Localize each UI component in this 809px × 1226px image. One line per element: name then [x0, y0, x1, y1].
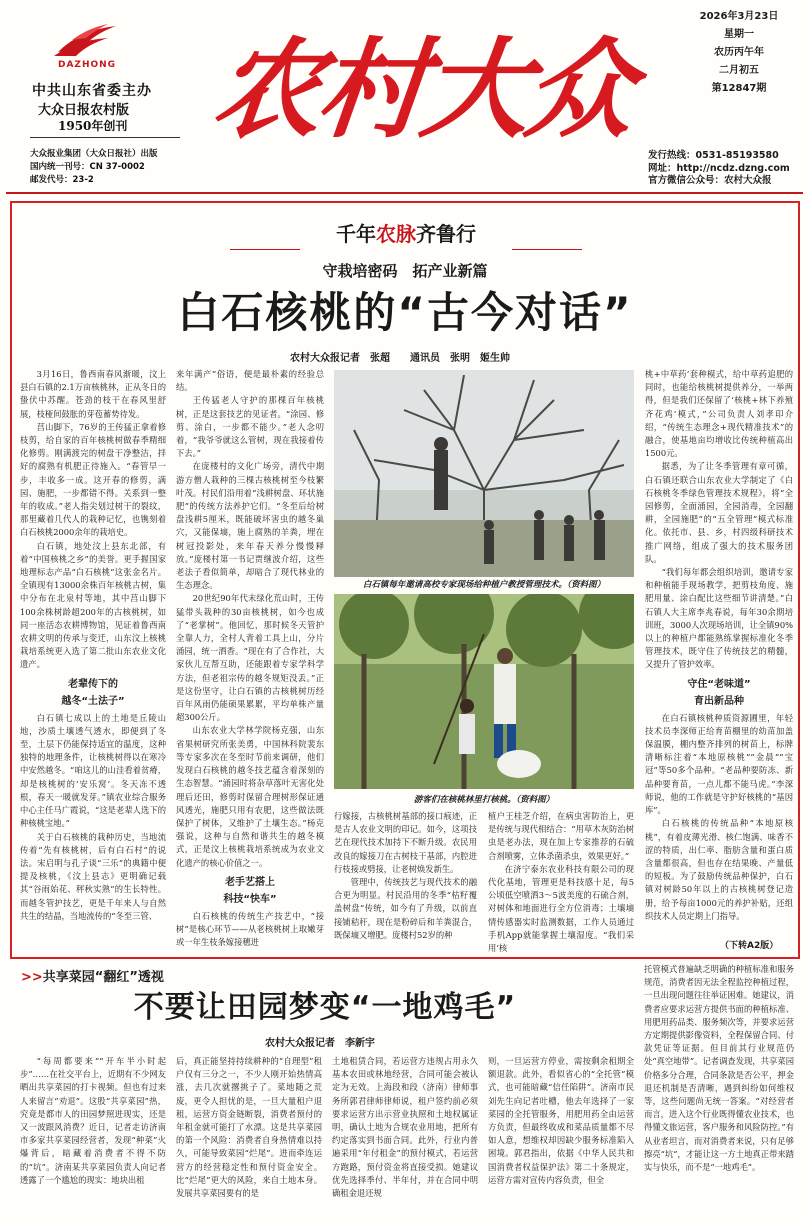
subheading	[645, 676, 793, 710]
photo-harvesting-walnuts-image	[334, 594, 634, 789]
subheading	[176, 874, 324, 908]
tag-line-left	[230, 249, 300, 250]
paragraph: 在庞楼村的文化广场旁，清代中期游方僧人栽种的三棵古核桃树至今枝繁叶茂。村民们沿用着“浅耕树盘、环状施肥”的传统方法养护它们。“冬至后给树盘浅耕5厘米，既能破坏害虫的越冬巢穴，又能保墒，施上腐熟的羊粪，埋在树冠投影处，来年春天养分慢慢释放。”庞楼村第一书记贾继波介绍，这些老法子看似简单，却暗合了现代林业的生态理念。	[176, 461, 324, 591]
paragraph: 王传猛老人守护的那棵百年核桃树，正是这套技艺的见证者。“涂园、修剪、涂白，一步都不能少。”老人念叨着，“我爷爷就这么管树，现在我接着传下去。”	[176, 395, 324, 459]
dazhong-logo-icon	[50, 22, 124, 58]
founded-line: 1950年创刊	[58, 119, 128, 133]
column-tag-a: 千年	[336, 222, 376, 246]
paragraph: 来年满产”俗语，便是最朴素的经验总结。	[176, 369, 324, 393]
lunar-day: 二月初五	[719, 65, 759, 76]
second-column-5	[644, 963, 794, 1223]
lunar-year: 农历丙午年	[714, 47, 764, 58]
section-tag-label: 共享菜园“翻红”透视	[42, 970, 164, 985]
caption-photo-2: 游客们在核桃林里打核桃。（资料图）	[413, 795, 555, 805]
photo-pruning-training	[334, 370, 634, 577]
paragraph: 土地租赁合同，若运营方违规占用永久基本农田或林地经营，合同可能会被认定为无效。上海段和段（济南）律师事务所郭君律师律师说，租户签约前必须要求运营方出示营业执照和土地权属证明，确认土地为合规农业用地，把所有约定落实到书面合同。此外，行业内普遍采用“年付租金”的预付模式，若运营方跑路，预付资金将直接受损。她建议优先选择季付、半年付，并在合同中明确租金退还规	[332, 1056, 478, 1199]
issue-date: 2026年3月23日	[699, 11, 779, 22]
paragraph: 管理中，传统技艺与现代技术的融合更为明显。村民沿用的冬季“枯籽覆盖树盘”传统，如今有了升级，以前直接铺秸秆，现在是粉碎后和羊粪混合，既保墒又增肥。庞楼村52岁的种	[334, 877, 477, 940]
photo-harvesting-walnuts	[334, 594, 634, 789]
feature-kicker: 守栽培密码 拓产业新篇	[322, 262, 488, 280]
continued-link[interactable]: （下转A2版）	[720, 941, 779, 951]
feature-column-3	[334, 810, 477, 953]
paragraph: 植户王桂芝介绍，在病虫害防治上，更是传统与现代相结合：“用草木灰防治树虫是老办法，现在加上专家推荐的石硫合剂喷雾，立体杀菌杀虫，效果更好。”	[488, 811, 634, 861]
paragraph: 在白石镇核桃种质资源圃里，年轻技术员李深师正给育苗棚里的幼苗加盖保温膜，棚内整齐排列的树苗上，标牌清晰标注着“本地原核桃”“金晨”“宝冠”等50多个品种。“老品种要防冻、新品种要育苗，一点儿都不能马虎。”李深师说，他的工作就是守护好核桃的“基因库”。	[645, 712, 793, 816]
column-tag-c: 齐鲁行	[416, 222, 476, 246]
paragraph: 后，真正能坚持持续耕种的“自理型”租户仅有三分之一，不少人刚开始热情高涨，去几次就撂挑子了。菜地随之荒废，更令人担忧的是，一旦大量租户退租，运营方资金链断裂，消费者预付的年租金就可能打了水漂。这是共享菜园的第一个风险：消费者自身热情难以持久，可能导致菜园“烂尾”。进而牵连运营方的经营稳定性和预付资金安全。比“烂尾”更大的风险，来自土地本身。发展共享菜园要有的是	[176, 1056, 322, 1199]
paragraph: 关于白石核桃的栽种历史，当地流传着“先有核桃树，后有白石村”的说法。宋启明与孔子谈“三乐”的典籍中便提及核桃，《汶上县志》更明确记载其“谷雨始花、秤秋实熟”的生长特性。而越冬管护技艺，更是千年来人与自然共生的结晶，当地流传的“冬至三管、	[20, 831, 166, 921]
photo-pruning-training-image	[334, 370, 634, 577]
paragraph: 莒山脚下，76岁的王传猛正拿着修枝剪，给自家的百年核桃树做春季精细化修剪。刚满渡完的树盘干净整洁，拌好的腐熟有机肥正待施入。“春管早一步，丰收多一成。这开春的修剪，满园、施肥，一步都错不得。关系到一整年的收成。”老人指尖划过树干的裂纹，那里藏着几代人的栽种记忆，也镌刻着白石核桃2000余年的栽培史。	[20, 421, 166, 538]
issue-number: 第12847期	[711, 83, 767, 94]
date-box	[684, 8, 794, 98]
paragraph: 白石镇七成以上的土地是丘陵山地，沙质土壤透气透水，即便到了冬至，土层下仍能保持适宜的温度，这种独特的地理条件，让核桃树得以在寒冷中安然越冬。“咱这儿的山洼看着贫瘠，却是核桃树的‘安乐窝’。冬天冻不透根，春天一暖就发芽。”镇农业综合服务中心主任马广霞说，“这是老辈人选下的种核桃宝地。”	[20, 712, 166, 829]
paragraph: 20世纪90年代末绿化荒山时，王传猛带头栽种的30亩核桃树，如今也成了“老掌树”。他回忆，那时候冬天管护全靠人力，全村人背着工具上山，分片涌园，统一洒香。“现在有了合作社，大家伙儿互帮互助，还能跟着专家学科学方法，但老祖宗传的越冬规矩没丢。”正是这份坚守，让白石镇的古核桃树历经百年风雨仍能硕果累累，平均单株产量超300公斤。	[176, 593, 324, 723]
paragraph: 则，一旦运营方停业，需按剩余租期全额退款。此外，看似省心的“全托管”模式，也可能暗藏“信任陷阱”。济南市民刘先生向记者吐槽，他去年选择了一家菜园的全托管服务，用肥用药全由运营方负责，但最终收成和菜品质量都不尽如人意，想维权却因缺少服务标准陷入困境。郭君指出，依据《中华人民共和国消费者权益保护法》第二十条规定，运营方需对宣传内容负责，但全	[488, 1056, 634, 1185]
weekday: 星期一	[724, 29, 754, 40]
logo-wordmark: DAZHONG	[58, 60, 117, 70]
paragraph: 托管模式普遍缺乏明确的种植标准和服务规范，消费者因无法全程监控种植过程，一旦出现问题往往举证困难。她建议，消费者应要求运营方提供书面的种植标准、用肥用药品类、服务频次等，并要求运营方定期提供影像资料，全程保留合同、付款凭证等证据。但目前其行业规范仍处“真空地带”。记者调查发现，共享菜园价格多分合理，合同条款是否公平，押金退还机制是否清晰，遇到纠纷如何维权等，这些问题尚无统一答案。“对经营者而言，进入这个行业既得懂农业技术，也得懂文旅运营，客户服务和风险防控。”有从业者坦言，而对消费者来说，只有足够擦亮“坑”，才能让这一方土地真正带来踏实与快乐，而不是“一地鸡毛”。	[644, 964, 794, 1173]
paragraph: 行嫁接，古核桃树基部的接口痕迹，正是古人农业文明的印记。如今，这项技艺在现代技术加持下不断升级。农民用改良的嫁接刀在古树枝干基部，内腔进行枝接或劈接，让老树焕发新生。	[334, 811, 477, 874]
website-link[interactable]: 网址：http://ncdz.dzng.com	[648, 162, 790, 174]
masthead-rule	[6, 192, 803, 194]
publisher-line: 中共山东省委主办	[32, 83, 152, 99]
second-column-4	[488, 1055, 634, 1223]
hotline: 发行热线：0531-85193580	[648, 150, 779, 161]
subheading-line: 越冬“土法子”	[61, 695, 125, 707]
second-column-3	[332, 1055, 478, 1223]
subheading-line: 育出新品种	[694, 695, 744, 707]
paragraph: 山东农业大学林学院杨克强，山东省果树研究所张美勇，中国林科院裴东等专家多次在冬至时节前来调研，他们发现白石核桃的越冬技艺蕴含着深刻的生态智慧。“涌园时将杂草落叶无害化处理后还田，修剪时保留合理树形保证通风透光，施肥只用有农肥，这些做法既保护了树体，又维护了土壤生态。”杨克强说，这种与自然和谐共生的越冬模式，正是汶上核桃栽培系统成为农业文化遗产的核心价值之一。	[176, 725, 324, 868]
paragraph: “每周都要来”“开车半小时起步”……在社交平台上，近期有不少网友晒出共享菜园的打卡视频。但也有过来人来留言“劝退”。这股“共享菜园”热，究竟是都市人的田园梦照进现实，还是又一波跟风消费？近日，记者走访济南市多家共享菜园经营者，发现“种菜”火爆背后，暗藏着消费者不得不防的“坑”。济南某共享菜园负责人向记者透露了一个尴尬的现实：地块出租	[20, 1056, 166, 1185]
subheading-line: 守住“老味道”	[687, 678, 751, 690]
group-line: 大众报业集团（大众日报社）出版	[30, 149, 158, 159]
column-tag-b: 农脉	[376, 222, 416, 246]
feature-byline: 农村大众报记者 张超 通讯员 张明 姬生帅	[290, 353, 510, 364]
paragraph: 据悉，为了让冬季管理有章可循，白石镇还联合山东农业大学制定了《白石核桃冬季绿色管理技术规程》，将“全园修剪，全面涌园，全园消毒，全园翻耕，全园施肥”的“五全管理”模式标准化。依托市、县、乡，村四级科研技术推广网络，组成了强大的技术服务团队。	[645, 461, 793, 564]
subheading-line: 老手艺搭上	[225, 876, 275, 888]
paragraph: 3月16日，鲁西南春风渐暖，汶上县白石镇的2.1万亩核桃林，正从冬日的蛰伏中苏醒。苍劲的枝干在春风里舒展，枝桠间鼓胀的芽苞蓄势待发。	[20, 369, 166, 419]
cn-number: 国内统一刊号：CN 37-0002	[30, 162, 145, 172]
feature-column-2	[176, 368, 324, 951]
paragraph: 白石镇，地处汶上县东北部，有着“中国核桃之乡”的美誉。更手握国家地理标志产品“白石核桃”这张金名片。全镇现有13000余株百年核桃古树，集中分布在北泉村等地，其中莒山脚下100余株树龄超200年的古核桃树，如同一座活态农耕博物馆，见证着鲁西南农耕文明的传承与变迁，山东汶上核桃栽培系统更入选了第二批山东农业文化遗产。	[20, 540, 166, 670]
paragraph: “我们每年都会组织培训，邀请专家和种植能手现场教学，把剪枝角度、施肥用量、涂白配比这些细节讲清楚。”白石镇人大主席李兆春说，每年30余期培训班，3000人次现场培训，让全镇90%以上的种植户都能熟练掌握标准化冬季管理技术，既守住了传统技艺的精髓，又提升了管护效率。	[645, 567, 793, 670]
section-tag	[21, 966, 164, 985]
feature-column-1	[20, 368, 166, 951]
masthead-divider	[30, 137, 180, 138]
column-tag	[296, 220, 516, 248]
second-byline: 农村大众报记者 李新宇	[265, 1038, 375, 1049]
feature-column-4	[488, 810, 634, 953]
subheading-line: 科技“快车”	[223, 893, 277, 905]
subheading-line: 老辈传下的	[68, 678, 118, 690]
wechat-account: 官方微信公众号：农村大众报	[648, 175, 772, 186]
second-column-1	[20, 1055, 166, 1223]
paragraph: 白石核桃的传统品种“本地原核桃”，有着皮薄光滑、核仁饱满、味香不涩的特质，出仁率、脂肪含量和蛋白质含量都很高，但也存在结果晚、产量低的短板。为了鼓励传统品种保护，白石镇对树龄50年以上的古核桃树登记造册，给予每亩1000元的养护补贴，还组织技术人员定期上门指导。	[645, 818, 793, 921]
newspaper-title: 农村大众	[207, 27, 637, 153]
postal-code: 邮发代号：23-2	[30, 175, 94, 185]
paragraph: 白石核桃的传统生产技艺中，“接树”是核心环节——从老核桃树上取嫩芽或一年生枝条嫁接穗进	[176, 910, 324, 948]
chevron-right-icon: >>	[21, 970, 43, 985]
second-headline: 不要让田园梦变“一地鸡毛”	[133, 990, 517, 1025]
second-column-2	[176, 1055, 322, 1223]
edition-line: 大众日报农村版	[38, 103, 130, 118]
caption-photo-1: 白石镇每年邀请高校专家现场给种植户教授管理技术。（资料图）	[362, 580, 606, 590]
paragraph: 在济宁泰东农业科技有限公司的现代化基地，管理更是科技感十足，每5公顷低空喷洒3～5波美度的石硫合剂，对树体和地面进行全方位消毒；土壤墒情传感器实时监测数据，工作人员通过手机App就能掌握土壤湿度。“我们采用‘核	[488, 863, 634, 953]
contact-info	[648, 150, 790, 188]
feature-column-5	[645, 368, 793, 938]
feature-headline: 白石核桃的“古今对话”	[177, 288, 633, 337]
subheading	[20, 676, 166, 710]
paragraph: 桃+中草药’套种模式，给中草药追肥的同时，也能给核桃树提供养分，一举两得，但是我们还保留了‘核桃+林下养殖齐花鸡’模式，”公司负责人刘孝印介绍，“传统生态理念+现代精准技术”的融合，使基地亩均增收比传统种植高出1500元。	[645, 369, 793, 459]
tag-line-right	[512, 249, 582, 250]
